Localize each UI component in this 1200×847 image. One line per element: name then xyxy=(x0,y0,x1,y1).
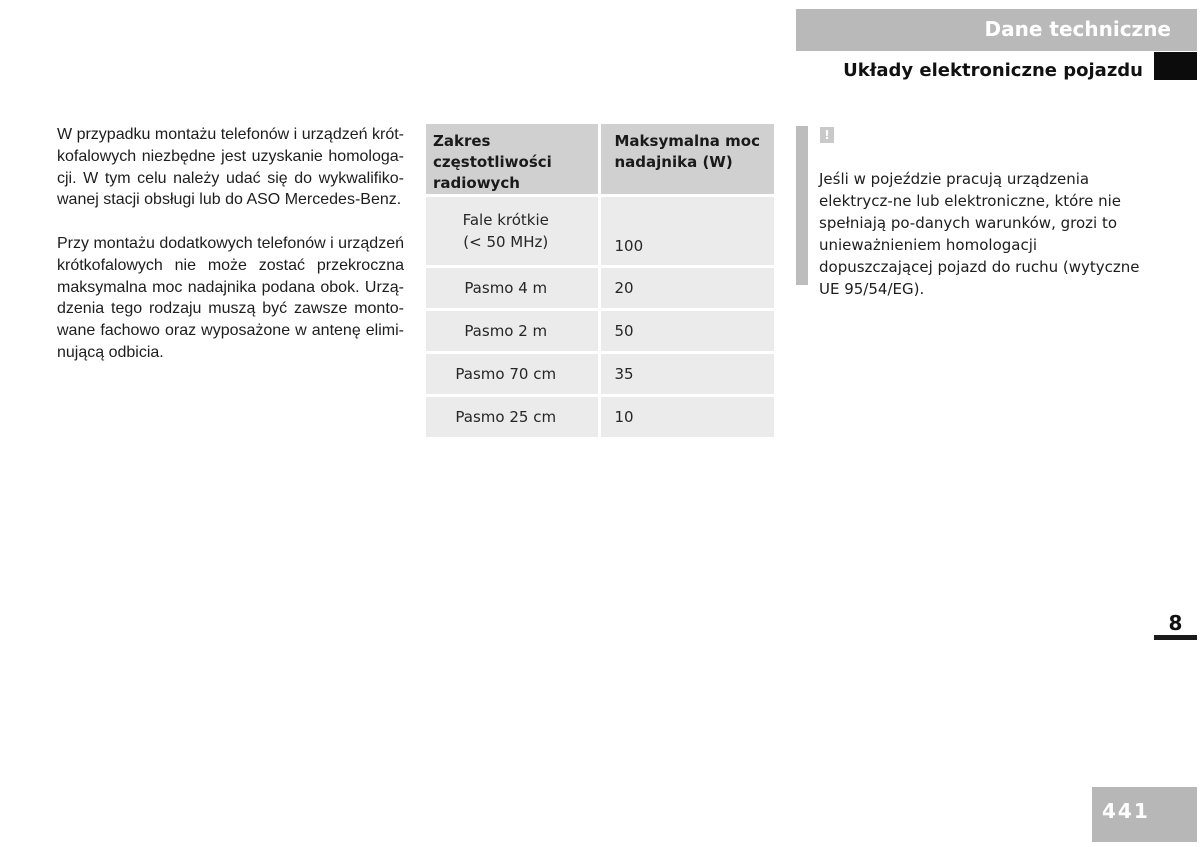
table-cell-power: 10 xyxy=(599,396,774,439)
page-number: 441 xyxy=(1092,787,1197,842)
table-row xyxy=(426,310,774,353)
column-header-frequency: Zakres częstotliwości radiowych xyxy=(426,124,599,196)
table-row xyxy=(426,196,774,267)
table-header-row xyxy=(426,124,774,196)
table-cell-range: Pasmo 4 m xyxy=(426,267,599,310)
section-tab: Dane techniczne xyxy=(796,9,1197,51)
warning-text: Jeśli w pojeździe pracują urządzenia elektrycz-ne lub elektroniczne, które nie spełniają po-danych warunków, grozi to unieważnieniem homologacji dopuszczającej pojazd do ruchu (wytyczne UE 95/54/EG). xyxy=(819,170,1140,298)
body-text xyxy=(57,124,404,386)
table-cell-power: 20 xyxy=(599,267,774,310)
table-row xyxy=(426,396,774,439)
table-cell-power: 50 xyxy=(599,310,774,353)
warning-icon: ! xyxy=(820,127,834,143)
range-line: Fale krótkie xyxy=(462,211,549,229)
page-title: Układy elektroniczne pojazdu xyxy=(843,60,1143,81)
paragraph: W przypadku montażu telefonów i urządzeń krót-kofalowych niezbędne jest uzyskanie homologa-cji. W tym celu należy udać się do wykwalifiko-wanej stacji obsługi lub do ASO Mercedes-Benz. xyxy=(57,126,404,209)
warning-bar xyxy=(796,126,808,285)
chapter-number: 8 xyxy=(1154,607,1197,640)
table-cell-range xyxy=(426,196,599,267)
table-cell-range: Pasmo 70 cm xyxy=(426,353,599,396)
table-cell-range: Pasmo 25 cm xyxy=(426,396,599,439)
column-header-power: Maksymalna moc nadajnika (W) xyxy=(599,124,774,196)
table-cell-range: Pasmo 2 m xyxy=(426,310,599,353)
table-row xyxy=(426,267,774,310)
table-row xyxy=(426,353,774,396)
range-line: (< 50 MHz) xyxy=(463,233,549,251)
table-cell-power: 100 xyxy=(599,196,774,267)
paragraph: Przy montażu dodatkowych telefonów i urządzeń krótkofalowych nie może zostać przekroczna maksymalna moc nadajnika podana obok. Urzą-dzenia tego rodzaju muszą być zawsze monto-wane fachowo oraz wyposażone w antenę elimi-nującą odbicia. xyxy=(57,234,404,361)
table-cell-power: 35 xyxy=(599,353,774,396)
power-table xyxy=(426,124,774,440)
heading-marker xyxy=(1154,52,1197,80)
